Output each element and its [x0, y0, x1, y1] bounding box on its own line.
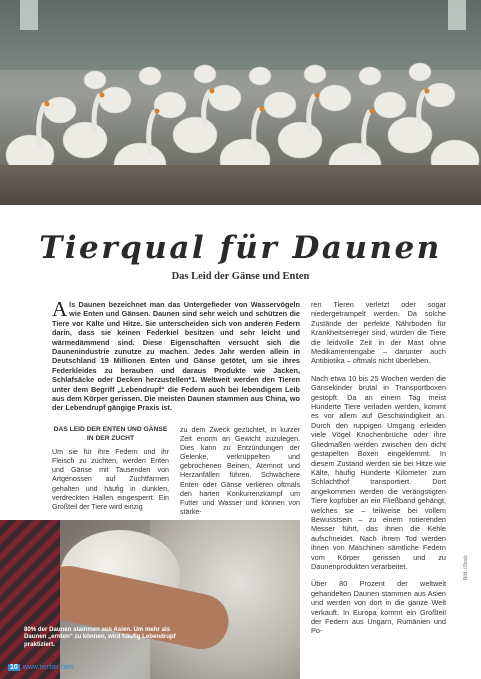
photo-credit: Bild: iStock: [463, 555, 469, 580]
body-column-1: [52, 426, 169, 512]
photo-caption: 80% der Daunen stammen aus Asien. Um mehr als Daunen „ernten“ zu können, wird häufig Lebendrupf praktiziert.: [24, 626, 176, 648]
article-subtitle: Das Leid der Gänse und Enten: [171, 271, 310, 282]
body-text: Um sie für ihre Federn und ihr Fleisch zu züchten, werden Enten und Gänse mit Tausenden von Artgenossen auf Zuchtfarmen gehalten und häufig in dunklen, verdreckten Hallen eingesperrt. Ein Großteil der Tiere wird einzig: [52, 448, 169, 511]
drop-cap: A: [52, 297, 68, 321]
body-column-2: [180, 426, 300, 517]
plucking-photo: [0, 520, 300, 679]
sleeve: [0, 520, 60, 679]
body-column-3: [311, 300, 446, 644]
page-number: 10: [10, 664, 18, 671]
lead-paragraph: [52, 297, 300, 413]
body-text: zu dem Zweck gezüchtet, in kurzer Zeit enorm an Gewicht zuzulegen. Dies kann zu Entzündungen der Gelenke, verkrüppelten und gebrochenen Beinen, Atemnot und Herzanfällen führen. Schwächere Enten oder Gänse verlieren oftmals den harten Konkurrenzkampf um Futter und Wasser und können von stärke-: [180, 426, 300, 516]
hero-photo: [0, 0, 481, 205]
footer-link[interactable]: www.tierfair.com: [22, 664, 74, 671]
page-footer: [8, 664, 74, 671]
body-text: ren Tieren verletzt oder sogar niedergetrampelt werden. Da solche Zustände der perfekte Nährboden für Krankheitserreger sind, würden die Tiere die leidvolle Zeit in der Mast ohne Medikamentengabe – darunter auch Antibiotika – oftmals nicht überleben.: [311, 300, 446, 366]
barn-floor: [0, 165, 481, 205]
section-heading: DAS LEID DER ENTEN UND GÄNSE IN DER ZUCHT: [53, 426, 168, 442]
body-text: Nach etwa 10 bis 25 Wochen werden die Gänsekinder brutal in Transportboxen gestopft. Da an einem Tag meist Hunderte Tiere verladen werden, kommt es vor allem auf Geschwindigkeit an. Durch den ruppigen Umgang erleiden viele Vögel Knochenbrüche oder ihre Gliedmaßen werden zwischen den dicht gestapelten Boxen eingeklemmt. In diesem Zustand werden sie bei Hitze wie Kälte, häufig Hunderte Kilometer zum Schlachthof transportiert. Dort angekommen werden die verängstigten Tiere kopfüber an ein Fließband gehängt, welches sie – teilweise bei vollem Bewusstsein – zu einem rotierenden Messer führt, das ihnen die Kehle aufschneidet. Nach ihrem Tod werden ihnen von Maschinen sämtliche Federn vom Körper gerissen und zu Daunenprodukten verarbeitet.: [311, 373, 446, 571]
body-text: Über 80 Prozent der weltweit gehandelten Daunen stammen aus Asien und werden von dort in die ganze Welt verkauft. In Europa kommt ein Großteil der Federn aus Ungarn, Rumänien und Po-: [311, 579, 446, 636]
article-title: Tierqual für Daunen: [39, 230, 442, 266]
lead-text: ls Daunen bezeichnet man das Untergefieder von Wasservögeln wie Enten und Gänsen. Daunen sind sehr weich und schützen die Tiere vor Kälte und Hitze. Sie unterscheiden sich von anderen Federn darin, dass sie keinen Federkiel besitzen und sehr leicht und wärmedämmend sind. Diese Eigenschaften versucht sich die Daunenindustrie zunutze zu machen. Jedes Jahr werden allein in Deutschland 19 Millionen Enten und Gänse getötet, um sie ihres Federkleides zu berauben und daraus Produkte wie Jacken, Schlafsäcke oder Decken herzustellen*1. Weltweit werden den Tieren unter dem Begriff „Lebendrupf“ die Federn auch bei lebendigem Leib aus dem Körper gerissen. Die meisten Daunen stammen aus China, wo der Lebendrupf gängige Praxis ist.: [52, 300, 300, 413]
